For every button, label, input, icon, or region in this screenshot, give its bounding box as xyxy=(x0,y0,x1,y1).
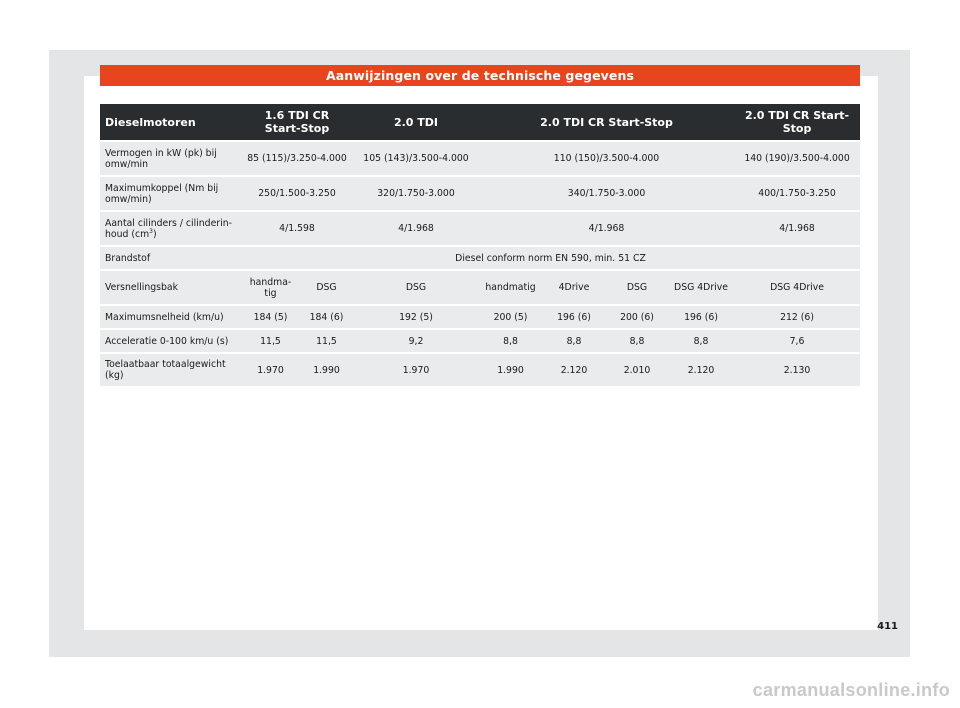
table-row xyxy=(100,330,860,352)
technical-data-table xyxy=(100,102,860,388)
table-cell: 200 (5) xyxy=(479,306,542,328)
table-cell: DSG xyxy=(606,271,668,304)
row-label xyxy=(100,212,241,245)
table-cell: 340/1.750-3.000 xyxy=(479,177,734,210)
table-cell: 320/1.750-3.000 xyxy=(353,177,479,210)
table-cell: 8,8 xyxy=(606,330,668,352)
table-cell: 4/1.968 xyxy=(479,212,734,245)
watermark: carmanualsonline.info xyxy=(752,680,950,700)
table-cell: 4/1.968 xyxy=(353,212,479,245)
table-cell: 4/1.968 xyxy=(734,212,860,245)
table-cell: 7,6 xyxy=(734,330,860,352)
table-cell: 400/1.750-3.250 xyxy=(734,177,860,210)
row-label: Brandstof xyxy=(100,247,241,269)
table-cell: 1.990 xyxy=(479,354,542,386)
table-cell: 11,5 xyxy=(241,330,300,352)
table-cell: 1.970 xyxy=(241,354,300,386)
table-cell: handmatig xyxy=(479,271,542,304)
table-cell: 8,8 xyxy=(542,330,606,352)
table-cell: DSG 4Drive xyxy=(734,271,860,304)
section-title-bar xyxy=(100,65,860,86)
row-label: Vermogen in kW (pk) bij omw/min xyxy=(100,142,241,175)
table-cell: 8,8 xyxy=(479,330,542,352)
table-row xyxy=(100,271,860,304)
table-row xyxy=(100,354,860,386)
table-cell: 105 (143)/3.500-4.000 xyxy=(353,142,479,175)
row-label: Maximumsnelheid (km/u) xyxy=(100,306,241,328)
table-cell: 2.010 xyxy=(606,354,668,386)
table-cell: 110 (150)/3.500-4.000 xyxy=(479,142,734,175)
row-label: Maximumkoppel (Nm bij omw/min) xyxy=(100,177,241,210)
table-cell: 2.130 xyxy=(734,354,860,386)
column-header: 2.0 TDI xyxy=(353,104,479,140)
row-label-text: Aantal cilinders / cilinderin-houd (cm xyxy=(105,217,232,240)
table-cell: 196 (6) xyxy=(542,306,606,328)
table-cell: Diesel conform norm EN 590, min. 51 CZ xyxy=(241,247,860,269)
table-cell: 200 (6) xyxy=(606,306,668,328)
column-header: 2.0 TDI CR Start-Stop xyxy=(479,104,734,140)
table-cell: 11,5 xyxy=(300,330,353,352)
table-cell: DSG xyxy=(300,271,353,304)
table-cell: 184 (5) xyxy=(241,306,300,328)
table-cell: 212 (6) xyxy=(734,306,860,328)
table-cell: 250/1.500-3.250 xyxy=(241,177,353,210)
table-cell: 196 (6) xyxy=(668,306,734,328)
table-cell: 2.120 xyxy=(542,354,606,386)
table-cell: 184 (6) xyxy=(300,306,353,328)
table-cell: DSG 4Drive xyxy=(668,271,734,304)
table-row xyxy=(100,212,860,245)
column-header: Dieselmotoren xyxy=(100,104,241,140)
table-cell: 140 (190)/3.500-4.000 xyxy=(734,142,860,175)
row-label-end: ) xyxy=(152,228,157,240)
table-cell: 192 (5) xyxy=(353,306,479,328)
table-cell: 85 (115)/3.250-4.000 xyxy=(241,142,353,175)
table-row xyxy=(100,306,860,328)
section-title: Aanwijzingen over de technische gegevens xyxy=(325,68,635,83)
table-cell: 4/1.598 xyxy=(241,212,353,245)
table-cell: 2.120 xyxy=(668,354,734,386)
column-header: 1.6 TDI CR Start-Stop xyxy=(241,104,353,140)
table-cell: 9,2 xyxy=(353,330,479,352)
table-cell: 1.970 xyxy=(353,354,479,386)
column-header: 2.0 TDI CR Start-Stop xyxy=(734,104,860,140)
table-row xyxy=(100,142,860,175)
table-cell: handma-tig xyxy=(241,271,300,304)
page-number: 411 xyxy=(877,621,898,632)
row-label: Versnellingsbak xyxy=(100,271,241,304)
row-label: Acceleratie 0-100 km/u (s) xyxy=(100,330,241,352)
table-row xyxy=(100,247,860,269)
row-label-superscript: 3 xyxy=(149,227,153,235)
table-cell: 4Drive xyxy=(542,271,606,304)
table-cell: DSG xyxy=(353,271,479,304)
table-row xyxy=(100,177,860,210)
row-label: Toelaatbaar totaalgewicht (kg) xyxy=(100,354,241,386)
table-cell: 8,8 xyxy=(668,330,734,352)
table-header-row xyxy=(100,104,860,140)
table-cell: 1.990 xyxy=(300,354,353,386)
